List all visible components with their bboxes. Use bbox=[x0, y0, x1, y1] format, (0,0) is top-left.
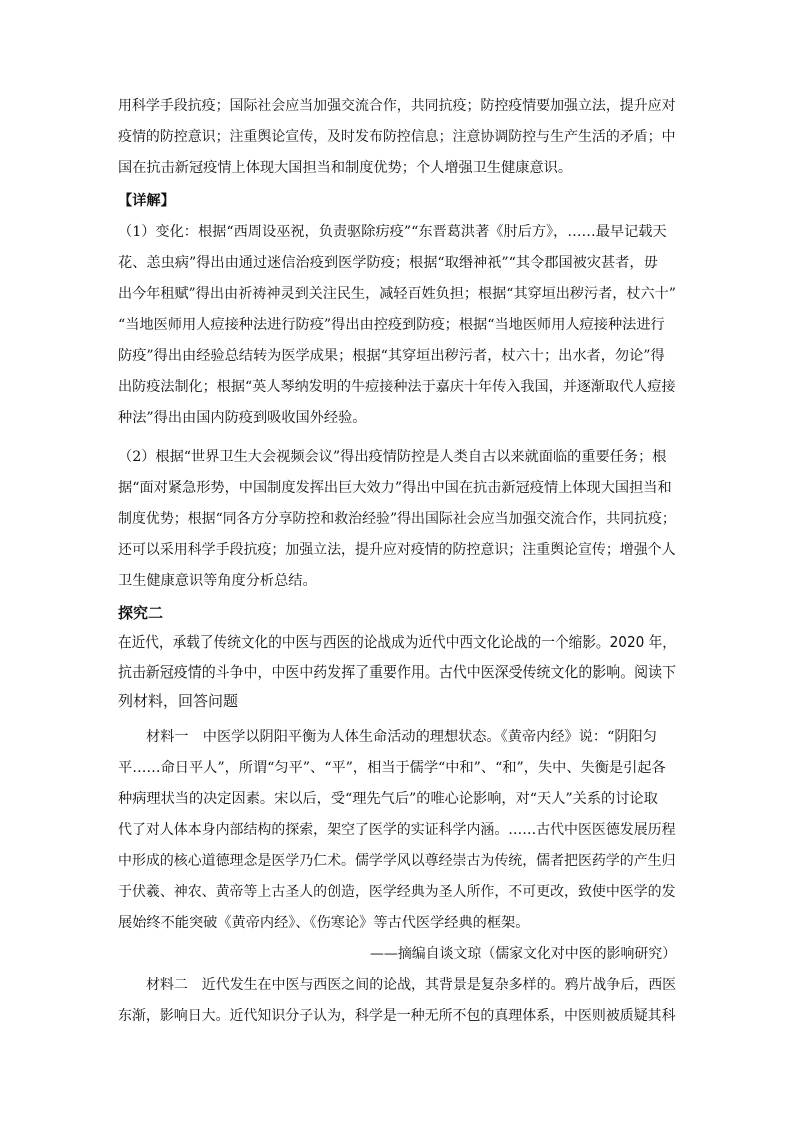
material-one-line: 代了对人体本身内部结构的探索，架空了医学的实证科学内涵。……古代中医医德发展历程 bbox=[118, 822, 676, 838]
paragraph-line: 出防疫法制化；根据“英人琴纳发明的牛痘接种法于嘉庆十年传入我国，并逐渐取代人痘接 bbox=[118, 379, 676, 395]
intro-line: 抗击新冠疫情的斗争中，中医中药发挥了重要作用。古代中医深受传统文化的影响。阅读下 bbox=[118, 663, 677, 681]
paragraph-line: （1）变化：根据“西周设巫祝，负责驱除疠疫”“东晋葛洪著《肘后方》，……最早记载天 bbox=[118, 224, 667, 240]
intro-line: 在近代，承载了传统文化的中医与西医的论战成为近代中西文化论战的一个缩影。2020 年， bbox=[118, 633, 676, 651]
paragraph-line: 制度优势；根据“同各方分享防控和救治经验”得出国际社会应当加强交流合作，共同抗疫； bbox=[118, 511, 676, 527]
material-one-line: 种病理状当的决定因素。宋以后，受“理先气后”的唯心论影响，对“天人”关系的讨论取 bbox=[118, 791, 658, 807]
material-two-line: 东渐，影响日大。近代知识分子认为，科学是一种无所不包的真理体系，中医则被质疑其科 bbox=[118, 1008, 676, 1024]
paragraph-line: （2）根据“世界卫生大会视频会议”得出疫情防控是人类自古以来就面临的重要任务；根 bbox=[118, 449, 667, 465]
material-one-line: 展始终不能突破《黄帝内经》、《伤寒论》等古代医学经典的框架。 bbox=[118, 915, 530, 931]
material-one-line: 中形成的核心道德理念是医学乃仁术。儒学学风以尊经崇古为传统，儒者把医药学的产生归 bbox=[118, 853, 676, 869]
paragraph-line: 种法”得出由国内防疫到吸收国外经验。 bbox=[118, 410, 367, 426]
material-one-line: 材料一 中医学以阴阳平衡为人体生命活动的理想状态。《黄帝内经》说：“阴阳匀 bbox=[146, 729, 657, 745]
paragraph-line: 用科学手段抗疫；国际社会应当加强交流合作，共同抗疫；防控疫情要加强立法，提升应对 bbox=[118, 98, 676, 114]
paragraph-line: 出今年租赋”得出由祈祷神灵到关注民生，减轻百姓负担；根据“其穿垣出秽污者，杖六十” bbox=[118, 286, 676, 302]
paragraph-line: 防疫”得出由经验总结转为医学成果；根据“其穿垣出秽污者，杖六十；出水者，勿论”得 bbox=[118, 348, 665, 364]
material-one-line: 平……命日平人”，所谓“匀平”、“平”，相当于儒学“中和”、“和”，失中、失衡是引起各 bbox=[118, 760, 666, 776]
paragraph-line: 卫生健康意识等角度分析总结。 bbox=[118, 573, 317, 589]
intro-line: 列材料，回答问题 bbox=[118, 692, 239, 710]
paragraph-line: 据“面对紧急形势，中国制度发挥出巨大效力”得出中国在抗击新冠疫情上体现大国担当和 bbox=[118, 480, 672, 496]
paragraph-line: 国在抗击新冠疫情上体现大国担当和制度优势；个人增强卫生健康意识。 bbox=[118, 160, 573, 176]
material-two-line: 材料二 近代发生在中医与西医之间的论战，其背景是复杂多样的。鸦片战争后，西医 bbox=[146, 977, 677, 993]
section-title: 探究二 bbox=[118, 604, 164, 622]
material-one-line: 于伏羲、神农、黄帝等上古圣人的创造，医学经典为圣人所作，不可更改，致使中医学的发 bbox=[118, 884, 676, 900]
paragraph-line: “当地医师用人痘接种法进行防疫”得出由控疫到防疫；根据“当地医师用人痘接种法进行 bbox=[118, 317, 665, 333]
paragraph-line: 还可以采用科学手段抗疫；加强立法，提升应对疫情的防控意识；注重舆论宣传；增强个人 bbox=[118, 542, 676, 558]
paragraph-line: 花、恙虫病”得出由通过迷信治疫到医学防疫；根据“取缗神祇”“其令郡国被灾甚者，毋 bbox=[118, 255, 658, 271]
paragraph-line: 疫情的防控意识；注重舆论宣传，及时发布防控信息；注意协调防控与生产生活的矛盾；中 bbox=[118, 129, 676, 145]
source-citation: ——摘编自谈文琼（儒家文化对中医的影响研究） bbox=[370, 946, 677, 962]
detail-heading: 【详解】 bbox=[118, 193, 175, 209]
